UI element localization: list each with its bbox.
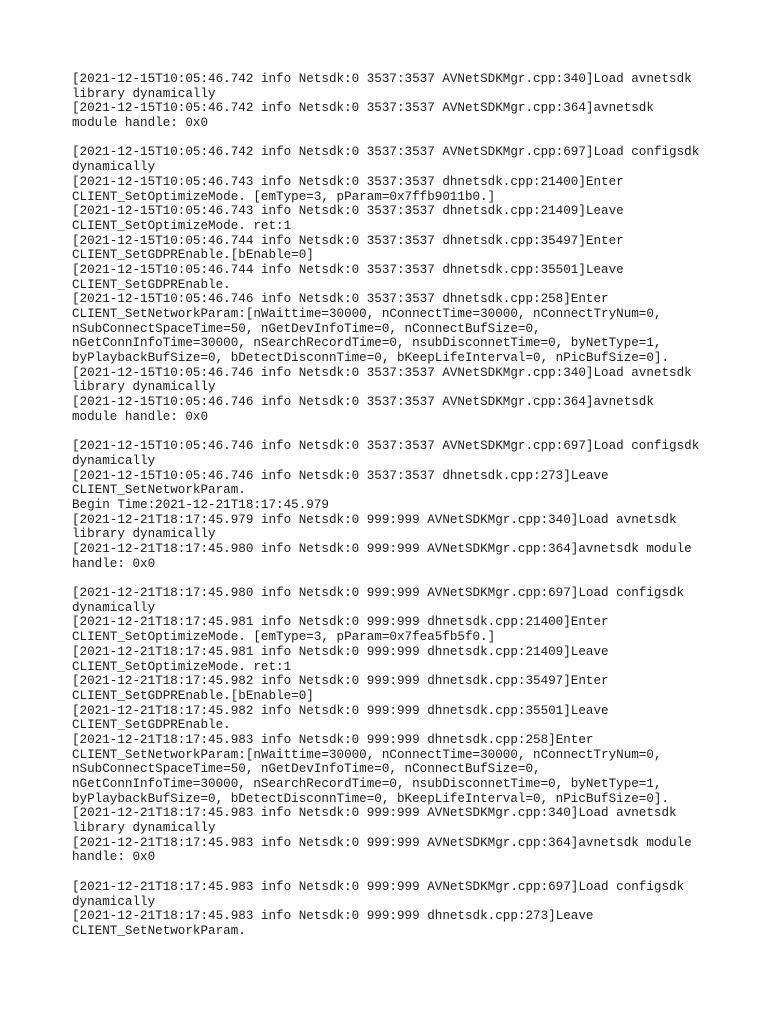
log-line: [2021-12-21T18:17:45.980 info Netsdk:0 999:999 AVNetSDKMgr.cpp:364]avnetsdk module (72, 542, 692, 556)
log-line: module handle: 0x0 (72, 116, 209, 131)
log-line: [2021-12-21T18:17:45.983 info Netsdk:0 999:999 AVNetSDKMgr.cpp:340]Load avnetsdk (72, 806, 677, 821)
log-line: nGetConnInfoTime=30000, nSearchRecordTime=0, nsubDisconnetTime=0, byNetType=1, (72, 777, 662, 791)
log-line: CLIENT_SetOptimizeMode. [emType=3, pParam=0x7fea5fb5f0.] (72, 630, 496, 645)
log-line: [2021-12-15T10:05:46.742 info Netsdk:0 3537:3537 AVNetSDKMgr.cpp:364]avnetsdk (72, 101, 654, 116)
blank-line (72, 571, 712, 586)
log-line: library dynamically (72, 86, 216, 101)
log-line: CLIENT_SetGDPREnable.[bEnable=0] (72, 688, 314, 703)
log-line: [2021-12-15T10:05:46.746 info Netsdk:0 3537:3537 dhnetsdk.cpp:258]Enter (72, 292, 609, 307)
log-line: byPlaybackBufSize=0, bDetectDisconnTime=0, bKeepLifeInterval=0, nPicBufSize=0]. (72, 351, 670, 366)
log-line: library dynamically (72, 527, 216, 542)
log-line: [2021-12-21T18:17:45.983 info Netsdk:0 999:999 dhnetsdk.cpp:273]Leave (72, 909, 594, 924)
log-line: CLIENT_SetNetworkParam. (72, 923, 246, 938)
blank-line (72, 131, 712, 146)
log-line: [2021-12-21T18:17:45.983 info Netsdk:0 999:999 dhnetsdk.cpp:258]Enter (72, 732, 594, 747)
log-line: byPlaybackBufSize=0, bDetectDisconnTime=0, bKeepLifeInterval=0, nPicBufSize=0]. (72, 791, 670, 806)
log-line: [2021-12-21T18:17:45.982 info Netsdk:0 999:999 dhnetsdk.cpp:35497]Enter (72, 674, 609, 689)
log-line: CLIENT_SetGDPREnable. (72, 718, 231, 733)
log-line: library dynamically (72, 380, 216, 395)
log-line: handle: 0x0 (72, 850, 156, 865)
log-line: [2021-12-15T10:05:46.743 info Netsdk:0 3537:3537 dhnetsdk.cpp:21409]Leave (72, 204, 624, 219)
log-line: [2021-12-15T10:05:46.742 info Netsdk:0 3537:3537 AVNetSDKMgr.cpp:697]Load configsdk (72, 145, 700, 160)
log-line: [2021-12-15T10:05:46.746 info Netsdk:0 3537:3537 AVNetSDKMgr.cpp:364]avnetsdk (72, 395, 654, 410)
log-line: CLIENT_SetGDPREnable. (72, 277, 231, 292)
log-line: CLIENT_SetOptimizeMode. ret:1 (72, 659, 292, 674)
log-line: CLIENT_SetOptimizeMode. ret:1 (72, 218, 292, 233)
log-line: CLIENT_SetNetworkParam:[nWaittime=30000, nConnectTime=30000, nConnectTryNum=0, (72, 307, 662, 321)
log-line: [2021-12-15T10:05:46.746 info Netsdk:0 3537:3537 dhnetsdk.cpp:273]Leave (72, 468, 609, 483)
log-line: nSubConnectSpaceTime=50, nGetDevInfoTime=0, nConnectBufSize=0, (72, 321, 541, 336)
blank-line (72, 865, 712, 880)
log-line: nSubConnectSpaceTime=50, nGetDevInfoTime=0, nConnectBufSize=0, (72, 762, 541, 777)
log-line: dynamically (72, 160, 156, 175)
log-line: dynamically (72, 894, 156, 909)
log-line: handle: 0x0 (72, 556, 156, 571)
log-line: CLIENT_SetGDPREnable.[bEnable=0] (72, 248, 314, 263)
log-line: [2021-12-15T10:05:46.744 info Netsdk:0 3537:3537 dhnetsdk.cpp:35501]Leave (72, 262, 624, 277)
log-line: [2021-12-21T18:17:45.983 info Netsdk:0 999:999 AVNetSDKMgr.cpp:697]Load configsdk (72, 879, 685, 894)
log-line: [2021-12-21T18:17:45.981 info Netsdk:0 999:999 dhnetsdk.cpp:21400]Enter (72, 615, 609, 630)
log-line: [2021-12-15T10:05:46.744 info Netsdk:0 3537:3537 dhnetsdk.cpp:35497]Enter (72, 233, 624, 248)
log-line: [2021-12-21T18:17:45.982 info Netsdk:0 999:999 dhnetsdk.cpp:35501]Leave (72, 703, 609, 718)
log-line: module handle: 0x0 (72, 409, 209, 424)
log-line: [2021-12-15T10:05:46.746 info Netsdk:0 3537:3537 AVNetSDKMgr.cpp:340]Load avnetsdk (72, 365, 692, 380)
log-line: [2021-12-21T18:17:45.983 info Netsdk:0 999:999 AVNetSDKMgr.cpp:364]avnetsdk module (72, 835, 692, 850)
log-text-block (72, 72, 712, 939)
log-line: CLIENT_SetNetworkParam. (72, 483, 246, 498)
log-line: library dynamically (72, 821, 216, 836)
log-line: dynamically (72, 600, 156, 615)
log-line: CLIENT_SetNetworkParam:[nWaittime=30000, nConnectTime=30000, nConnectTryNum=0, (72, 747, 662, 762)
log-line: CLIENT_SetOptimizeMode. [emType=3, pParam=0x7ffb9011b0.] (72, 189, 496, 204)
log-line: [2021-12-15T10:05:46.742 info Netsdk:0 3537:3537 AVNetSDKMgr.cpp:340]Load avnetsdk (72, 72, 692, 86)
log-line: dynamically (72, 453, 156, 468)
blank-line (72, 425, 712, 440)
log-line: [2021-12-21T18:17:45.981 info Netsdk:0 999:999 dhnetsdk.cpp:21409]Leave (72, 644, 609, 659)
log-line: [2021-12-15T10:05:46.746 info Netsdk:0 3537:3537 AVNetSDKMgr.cpp:697]Load configsdk (72, 439, 700, 454)
log-line: [2021-12-15T10:05:46.743 info Netsdk:0 3537:3537 dhnetsdk.cpp:21400]Enter (72, 174, 624, 189)
log-line: [2021-12-21T18:17:45.979 info Netsdk:0 999:999 AVNetSDKMgr.cpp:340]Load avnetsdk (72, 512, 677, 527)
log-line: Begin Time:2021-12-21T18:17:45.979 (72, 497, 329, 512)
log-line: [2021-12-21T18:17:45.980 info Netsdk:0 999:999 AVNetSDKMgr.cpp:697]Load configsdk (72, 586, 685, 601)
log-line: nGetConnInfoTime=30000, nSearchRecordTime=0, nsubDisconnetTime=0, byNetType=1, (72, 336, 662, 351)
